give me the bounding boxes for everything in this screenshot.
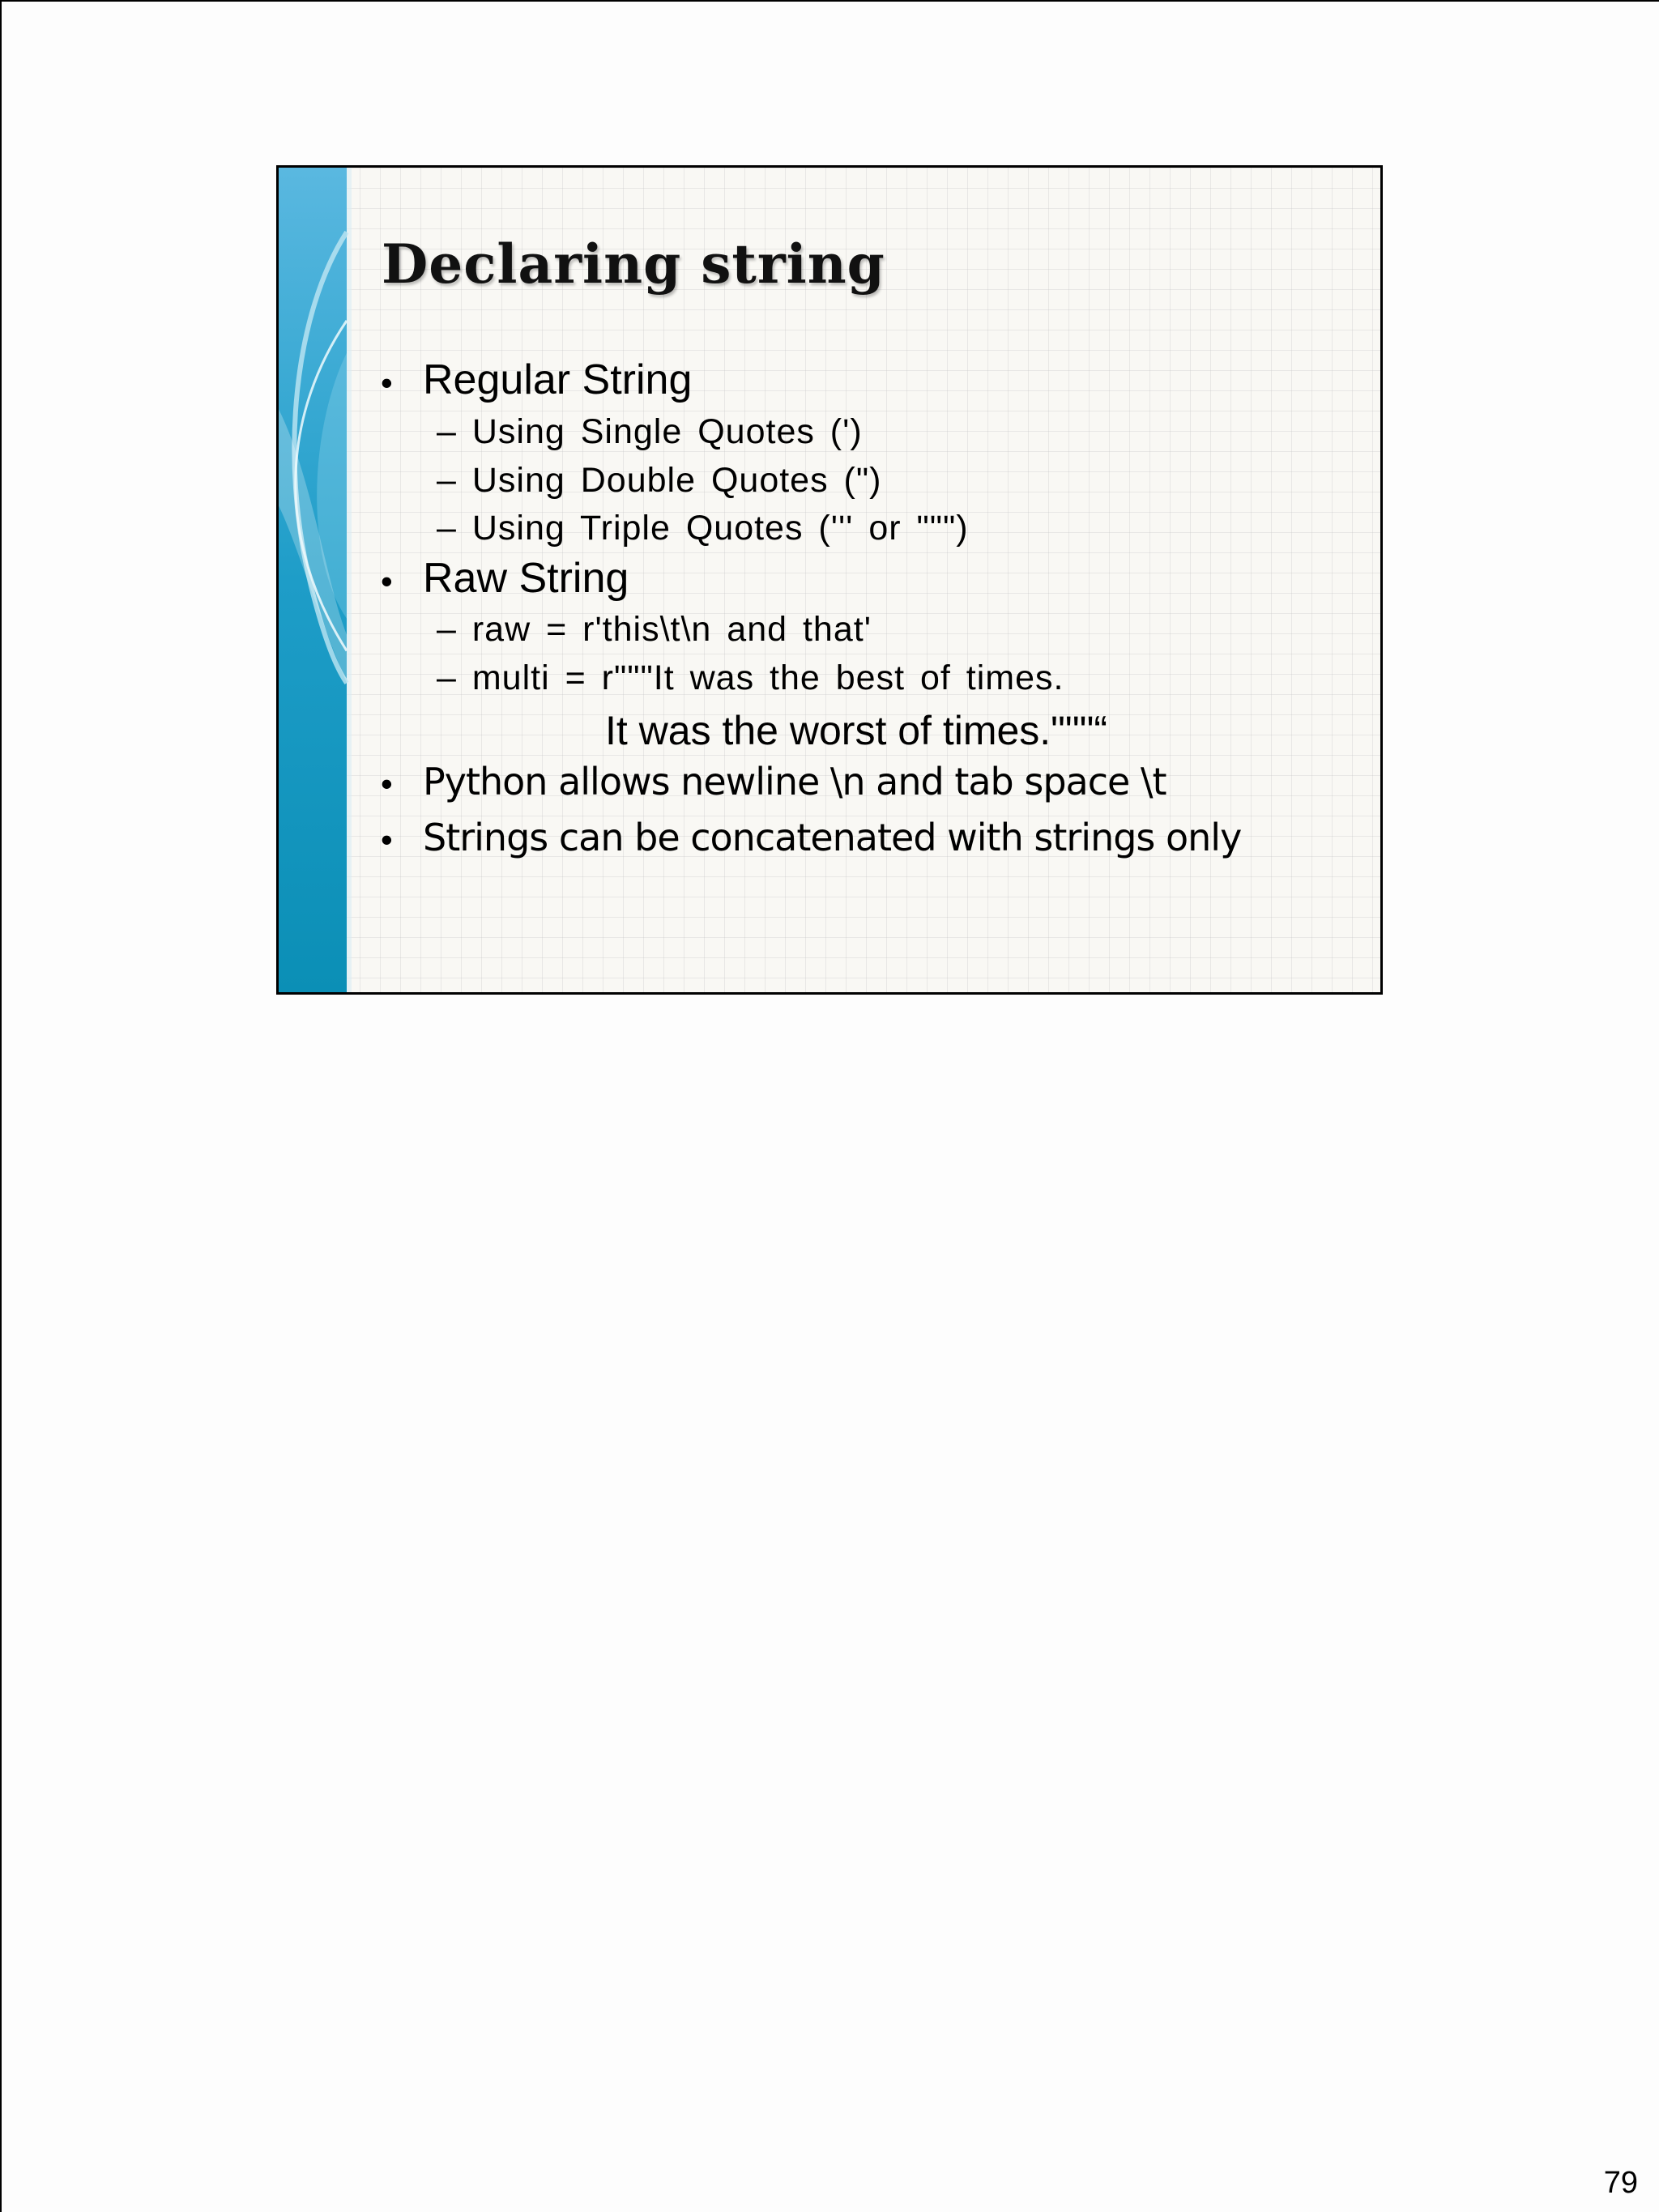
sub-bullet-multi-example: – multi = r"""It was the best of times. (437, 658, 1064, 697)
bullet-newline-tab: Python allows newline \n and tab space \t (423, 760, 1166, 803)
bullet-regular-string: Regular String (423, 356, 693, 403)
bullet-marker: • (381, 364, 393, 402)
page-number: 79 (1603, 2166, 1638, 2200)
sub-bullet-triple-quotes: – Using Triple Quotes (''' or """) (437, 509, 969, 548)
sub-bullet-raw-example: – raw = r'this\t\n and that' (437, 610, 872, 649)
bullet-concatenation: Strings can be concatenated with strings only (423, 816, 1242, 859)
bullet-marker: • (381, 765, 393, 803)
bullet-raw-string: Raw String (423, 555, 629, 602)
sub-bullet-single-quotes: – Using Single Quotes (') (437, 412, 863, 451)
slide-image (276, 165, 1383, 995)
sub-bullet-double-quotes: – Using Double Quotes (") (437, 461, 882, 500)
bullet-marker: • (381, 562, 393, 600)
slide-title: Declaring string (382, 232, 885, 296)
slide-decorative-band (279, 168, 352, 992)
bullet-marker: • (381, 820, 393, 859)
multi-example-continuation: It was the worst of times."""“ (605, 708, 1108, 753)
